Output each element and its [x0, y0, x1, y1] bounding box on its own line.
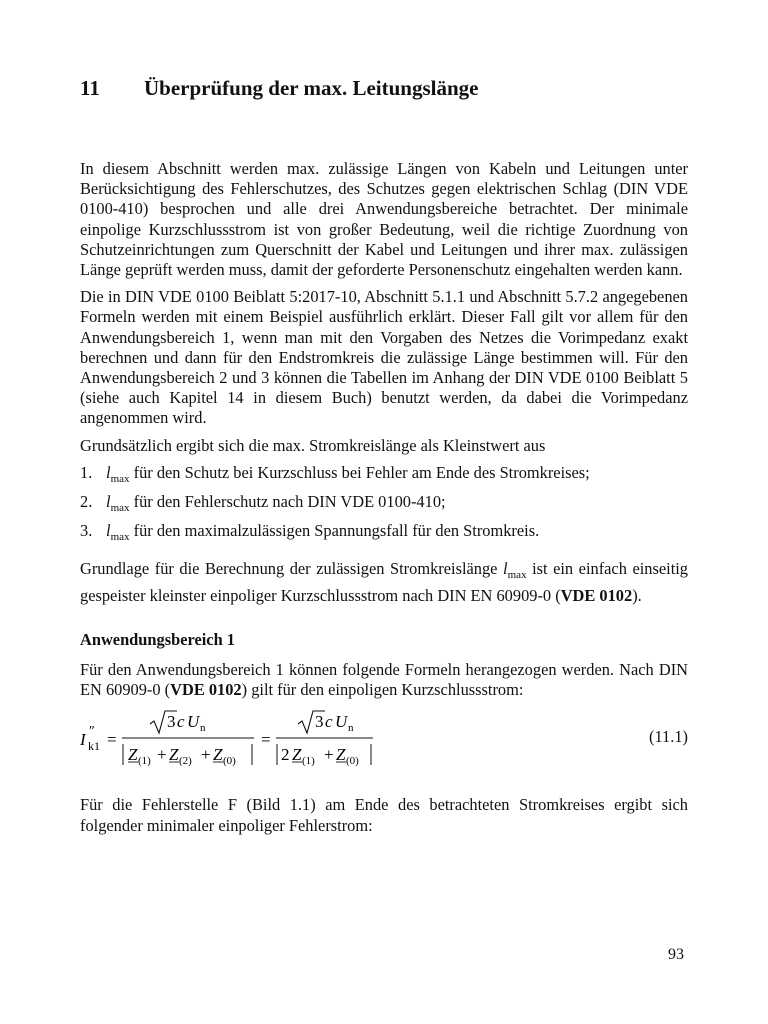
num-sub-1: n — [200, 722, 206, 735]
lmax-symbol: $l_{max}$ — [503, 559, 527, 582]
num-u-1: U — [187, 712, 200, 732]
svg-text:(0): (0) — [346, 755, 359, 768]
list-index: 2. — [80, 492, 93, 512]
list-index: 3. — [80, 521, 93, 541]
formula-graphic — [80, 707, 380, 773]
num-c-2: c — [325, 712, 333, 732]
sqrt-arg-2: 3 — [315, 712, 324, 732]
num-sub-2: n — [348, 722, 354, 735]
paragraph-formeln: Für den Anwendungsbereich 1 können folgende Formeln herangezogen werden. Nach DIN EN 60909-0 (VDE 0102) gilt für den einpoligen Kurzschlussstrom: — [80, 660, 688, 700]
equals-1: = — [107, 730, 117, 750]
paragraph-kleinstwert: Grundsätzlich ergibt sich die max. Stromkreislänge als Kleinstwert aus — [80, 435, 546, 455]
svg-text:Z: Z — [213, 745, 223, 765]
svg-text:Z: Z — [292, 745, 302, 765]
paragraph-grundlage: Grundlage für die Berechnung der zulässigen Stromkreislänge $l_{max}$ ist ein einfach einseitig gespeister kleinster einpoliger Kurzschlussstrom nach DIN EN 60909-0 (VDE 0102). — [80, 559, 688, 605]
list-item — [80, 463, 688, 489]
chapter-heading — [80, 76, 478, 101]
chapter-title: Überprüfung der max. Leitungslänge — [144, 76, 479, 100]
svg-text:(0): (0) — [223, 755, 236, 768]
sqrt-arg-1: 3 — [167, 712, 176, 732]
equation-number: (11.1) — [649, 727, 688, 747]
criteria-list — [80, 463, 688, 548]
list-item — [80, 492, 688, 518]
svg-text:Z: Z — [169, 745, 179, 765]
equals-2: = — [261, 730, 271, 750]
svg-text:(1): (1) — [138, 755, 151, 768]
lmax-symbol: $l_{max}$ — [106, 462, 130, 485]
page-number: 93 — [668, 946, 684, 963]
paragraph-beiblatt: Die in DIN VDE 0100 Beiblatt 5:2017-10, Abschnitt 5.1.1 und Abschnitt 5.7.2 angegebenen Formeln werden mit einem Beispiel ausführlich erklärt. Dieser Fall gilt vor allem für den Anwendungsbereich 1, wenn man mit den Vorgaben des Netzes die Vorimpedanz exakt berechnen und dann für den Endstromkreis die zulässige Länge bestimmen will. Für den Anwendungsbereich 2 und 3 können die Tabellen im Anhang der DIN VDE 0100 Beiblatt 5 (siehe auch Kapitel 14 in diesem Buch) benutzt werden, da dabei die Vorimpedanz angenommen wird. — [80, 287, 688, 428]
svg-text:2: 2 — [281, 745, 290, 765]
svg-text:Z: Z — [128, 745, 138, 765]
svg-text:+: + — [157, 745, 167, 765]
paragraph-intro: In diesem Abschnitt werden max. zulässige Längen von Kabeln und Leitungen unter Berücksichtigung des Fehlerschutzes, des Schutzes gegen elektrischen Schlag (DIN VDE 0100-410) besprochen und alle drei Anwendungsbereiche betrachtet. Der minimale einpolige Kurzschlussstrom ist von großer Bedeutung, weil die richtige Zuordnung von Schutzeinrichtungen zum Querschnitt der Kabel und Leitungen und ihrer max. zulässigen Länge geprüft werden muss, damit der geforderte Personenschutz eingehalten werden kann. — [80, 159, 688, 280]
section-heading: Anwendungsbereich 1 — [80, 629, 235, 649]
svg-text:+: + — [201, 745, 211, 765]
lhs-symbol: I — [80, 730, 86, 750]
num-u-2: U — [335, 712, 348, 732]
lhs-primes: ″ — [89, 724, 95, 740]
svg-text:Z: Z — [336, 745, 346, 765]
lmax-symbol: $l_{max}$ — [106, 492, 130, 515]
body-text — [80, 159, 688, 843]
list-text: für den Fehlerschutz nach DIN VDE 0100-410; — [129, 492, 446, 512]
lmax-symbol: $l_{max}$ — [106, 521, 130, 544]
lhs-sub: k1 — [88, 739, 100, 754]
paragraph-fehlerstelle: Für die Fehlerstelle F (Bild 1.1) am Ende des betrachteten Stromkreises ergibt sich folgender minimaler einpoliger Fehlerstrom: — [80, 795, 688, 835]
chapter-number: 11 — [80, 76, 100, 100]
list-text: für den Schutz bei Kurzschluss bei Fehler am Ende des Stromkreises; — [129, 462, 590, 482]
svg-text:(2): (2) — [179, 755, 192, 768]
list-item — [80, 521, 688, 547]
svg-text:(1): (1) — [302, 755, 315, 768]
num-c-1: c — [177, 712, 185, 732]
formula-11-1 — [80, 707, 688, 773]
list-index: 1. — [80, 462, 93, 482]
svg-text:+: + — [324, 745, 334, 765]
list-text: für den maximalzulässigen Spannungsfall für den Stromkreis. — [129, 521, 540, 541]
